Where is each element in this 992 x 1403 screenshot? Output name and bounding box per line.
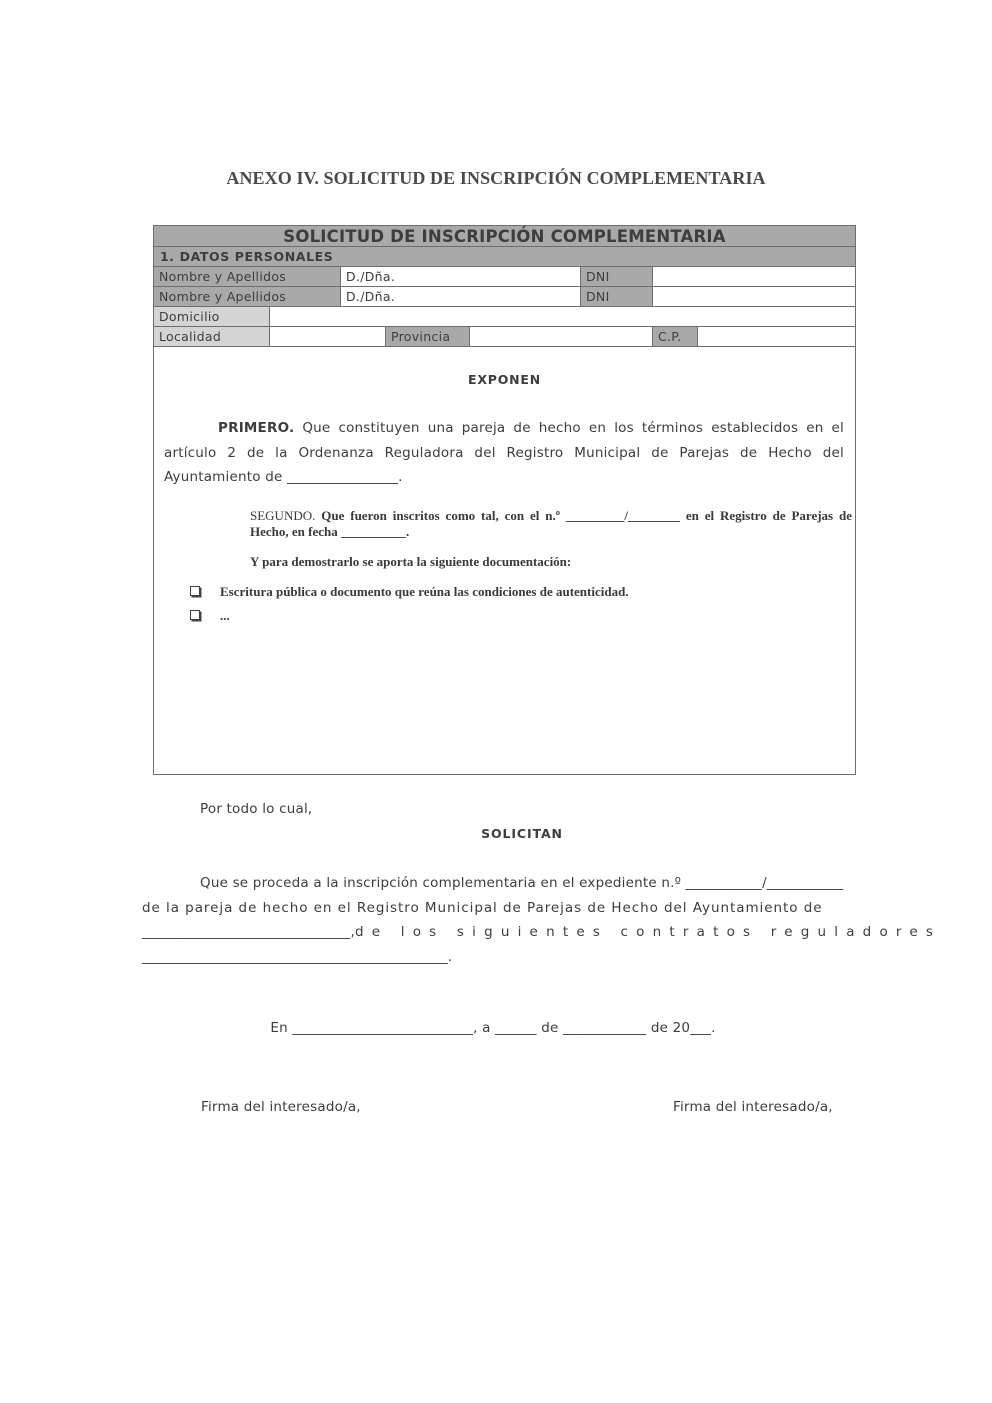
section-personal-data: 1. DATOS PERSONALES xyxy=(154,247,855,267)
place-date-line: En __________________________, a ______ de ____________ de 20___. xyxy=(270,1020,716,1036)
documentation-intro: Y para demostrarlo se aporta la siguiente documentación: xyxy=(250,554,572,569)
solicitan-line xyxy=(142,896,844,921)
localidad-label: Localidad xyxy=(154,327,270,346)
checkbox-icon[interactable] xyxy=(190,610,200,620)
signature-left: Firma del interesado/a, xyxy=(201,1099,361,1115)
name-field[interactable]: D./Dña. xyxy=(341,287,581,306)
blank-field: ______________________________, xyxy=(142,924,355,940)
signature-right: Firma del interesado/a, xyxy=(673,1099,833,1115)
document-title: ANEXO IV. SOLICITUD DE INSCRIPCIÓN COMPLEMENTARIA xyxy=(226,168,766,188)
name-row-2 xyxy=(154,287,855,307)
primero-text: Que constituyen una pareja de hecho en los términos establecidos en el artículo 2 de la Ordenanza Reguladora del Registro Municipal de Parejas de Hecho del Ayuntamiento de ________________. xyxy=(164,420,844,485)
location-row xyxy=(154,327,855,347)
provincia-label: Provincia xyxy=(386,327,470,346)
name-field[interactable]: D./Dña. xyxy=(341,267,581,286)
domicilio-label: Domicilio xyxy=(154,307,270,326)
solicitan-line: Que se proceda a la inscripción complementaria en el expediente n.º ___________/___________ xyxy=(200,875,844,891)
solicitan-line: ____________________________________________. xyxy=(142,948,453,965)
solicitan-paragraph xyxy=(142,871,942,969)
segundo-text: Que fueron inscritos como tal, con el n.º _________/________ en el Registro de Parejas de Hecho, en fecha __________. xyxy=(250,508,852,539)
name-row-1 xyxy=(154,267,855,287)
segundo-label: SEGUNDO. xyxy=(250,508,316,523)
primero-paragraph xyxy=(164,416,844,490)
provincia-field[interactable] xyxy=(470,327,653,346)
form-header: SOLICITUD DE INSCRIPCIÓN COMPLEMENTARIA xyxy=(154,226,855,247)
solicitan-line-text: de la pareja de hecho en el Registro Municipal de Parejas de Hecho del Ayuntamiento de xyxy=(142,899,823,916)
dni-field[interactable] xyxy=(653,287,855,306)
solicitan-line-text: de los siguientes contratos reguladores xyxy=(355,924,942,940)
solicitan-line xyxy=(142,920,942,945)
solicitan-heading: SOLICITAN xyxy=(481,826,563,841)
dni-label: DNI xyxy=(581,287,653,306)
document-item-label: Escritura pública o documento que reúna las condiciones de autenticidad. xyxy=(220,584,629,599)
dni-field[interactable] xyxy=(653,267,855,286)
cp-label: C.P. xyxy=(653,327,698,346)
document-item-label: ... xyxy=(220,608,230,623)
localidad-field[interactable] xyxy=(270,327,386,346)
por-todo-text: Por todo lo cual, xyxy=(200,801,313,817)
address-row xyxy=(154,307,855,327)
primero-label: PRIMERO. xyxy=(218,420,295,436)
application-form xyxy=(153,225,856,775)
domicilio-field[interactable] xyxy=(270,307,855,326)
checkbox-icon[interactable] xyxy=(190,586,200,596)
dni-label: DNI xyxy=(581,267,653,286)
cp-field[interactable] xyxy=(698,327,855,346)
exponen-heading: EXPONEN xyxy=(467,372,542,387)
name-label: Nombre y Apellidos xyxy=(154,267,341,286)
segundo-paragraph xyxy=(250,508,852,540)
name-label: Nombre y Apellidos xyxy=(154,287,341,306)
